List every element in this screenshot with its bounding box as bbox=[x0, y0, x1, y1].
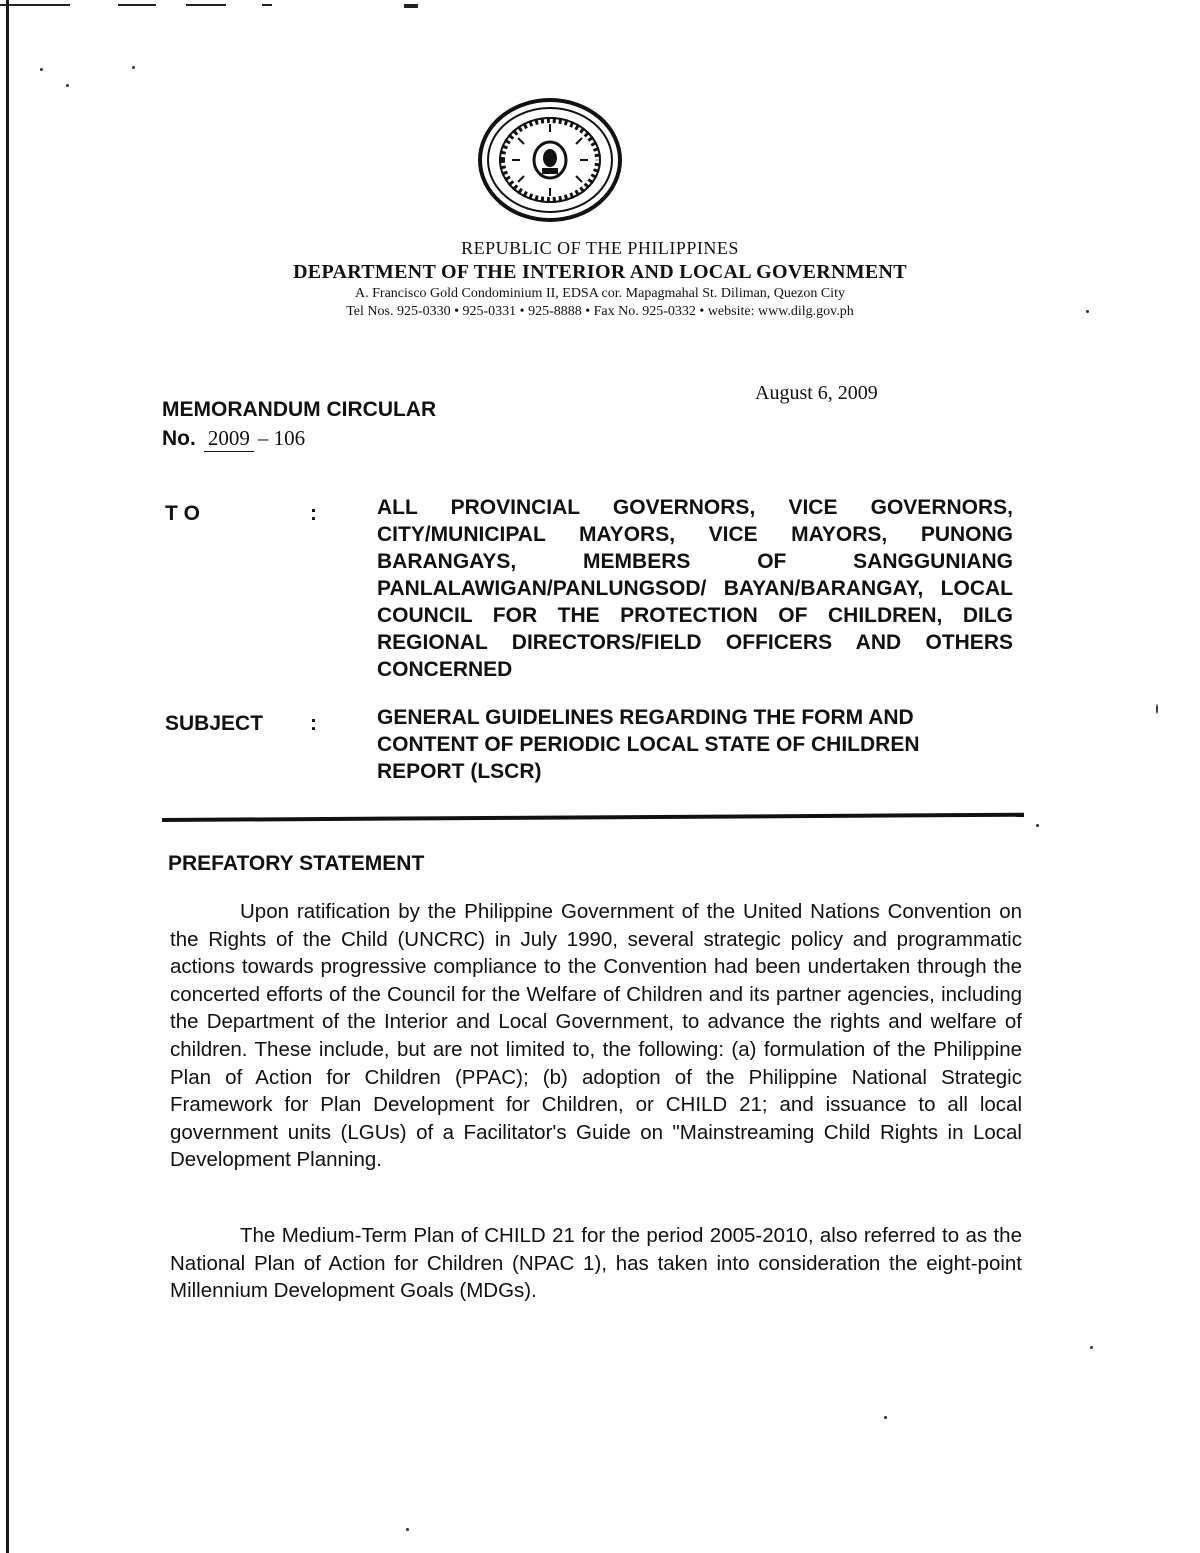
scan-mark bbox=[118, 4, 156, 6]
scan-speck bbox=[1156, 704, 1158, 714]
scan-speck bbox=[1090, 1346, 1093, 1349]
to-label: T O bbox=[165, 502, 200, 525]
section-heading: PREFATORY STATEMENT bbox=[168, 852, 425, 875]
divider-rule bbox=[162, 813, 1024, 822]
scan-speck bbox=[132, 66, 135, 69]
memo-number bbox=[162, 426, 305, 452]
subject-text: GENERAL GUIDELINES REGARDING THE FORM AND CONTENT OF PERIODIC LOCAL STATE OF CHILDREN REPORT (LSCR) bbox=[377, 706, 920, 783]
memo-number-suffix: – 106 bbox=[257, 426, 306, 450]
scan-speck bbox=[406, 1528, 409, 1531]
department-heading: DEPARTMENT OF THE INTERIOR AND LOCAL GOVERNMENT bbox=[293, 261, 907, 283]
department-contact: Tel Nos. 925-0330 • 925-0331 • 925-8888 • Fax No. 925-0332 • website: www.dilg.gov.ph bbox=[346, 304, 854, 319]
subject-label: SUBJECT bbox=[165, 712, 264, 735]
scan-speck bbox=[40, 68, 43, 71]
to-recipients: ALL PROVINCIAL GOVERNORS, VICE GOVERNORS, CITY/MUNICIPAL MAYORS, VICE MAYORS, PUNONG BARANGAYS, MEMBERS OF SANGGUNIANG PANLALAWIGAN/PANLUNGSOD/ BAYAN/BARANGAY, LOCAL COUNCIL FOR THE PROTECTION OF CHILDREN, DILG REGIONAL DIRECTORS/FIELD OFFICERS AND OTHERS CONCERNED bbox=[377, 496, 1013, 681]
memo-number-year: 2009 bbox=[204, 426, 254, 452]
scan-speck bbox=[1086, 310, 1089, 313]
scan-mark bbox=[186, 4, 226, 6]
scan-mark bbox=[404, 4, 418, 8]
republic-heading: REPUBLIC OF THE PHILIPPINES bbox=[461, 238, 739, 258]
body-paragraph-2: The Medium-Term Plan of CHILD 21 for the period 2005-2010, also referred to as the National Plan of Action for Children (NPAC 1), has taken into consideration the eight-point Millennium Development Goals (MDGs). bbox=[170, 1224, 1022, 1303]
department-address: A. Francisco Gold Condominium II, EDSA cor. Mapagmahal St. Diliman, Quezon City bbox=[355, 286, 845, 301]
to-colon: : bbox=[310, 502, 317, 525]
memo-date: August 6, 2009 bbox=[755, 382, 878, 404]
scan-speck bbox=[66, 84, 69, 87]
scan-mark bbox=[262, 4, 272, 6]
memo-title: MEMORANDUM CIRCULAR bbox=[162, 398, 437, 421]
memo-number-label: No. bbox=[162, 427, 196, 450]
letterhead bbox=[200, 238, 1000, 320]
scan-speck bbox=[884, 1416, 887, 1419]
subject-colon: : bbox=[310, 712, 317, 735]
scan-mark bbox=[0, 4, 70, 6]
dilg-seal-logo bbox=[472, 96, 628, 224]
scan-speck bbox=[1036, 824, 1039, 827]
scan-border bbox=[6, 0, 9, 1553]
body-paragraph-1: Upon ratification by the Philippine Government of the United Nations Convention on the Rights of the Child (UNCRC) in July 1990, several strategic policy and programmatic actions towards progressive compliance to the Convention had been undertaken through the concerted efforts of the Council for the Welfare of Children and its partner agencies, including the Department of the Interior and Local Government, to advance the rights and welfare of children. These include, but are not limited to, the following: (a) formulation of the Philippine Plan of Action for Children (PPAC); (b) adoption of the Philippine National Strategic Framework for Plan Development for Children, or CHILD 21; and issuance to all local government units (LGUs) of a Facilitator's Guide on "Mainstreaming Child Rights in Local Development Planning. bbox=[170, 900, 1022, 1172]
